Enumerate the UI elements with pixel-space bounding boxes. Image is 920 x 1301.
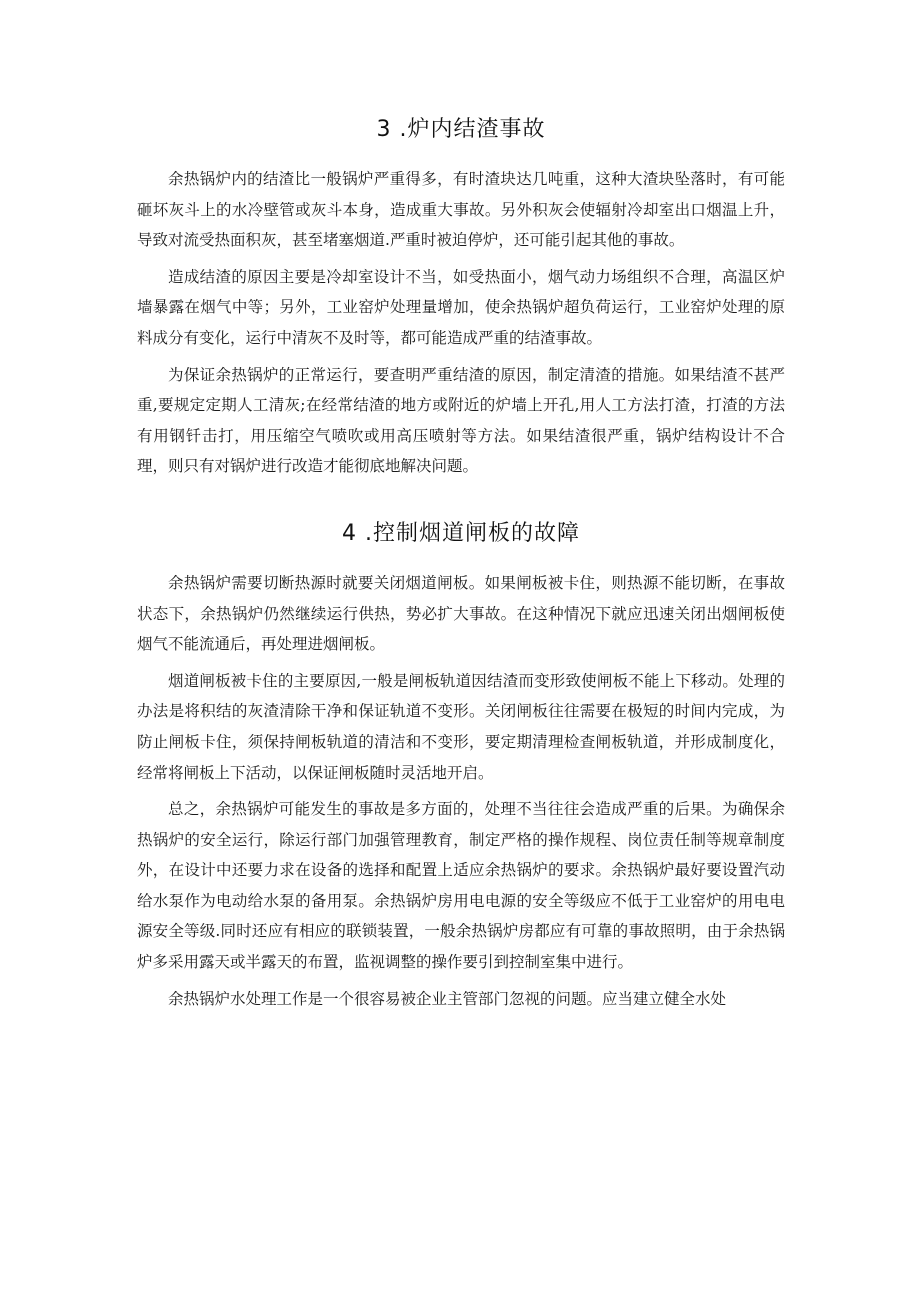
section-4-paragraph-1: 余热锅炉需要切断热源时就要关闭烟道闸板。如果闸板被卡住，则热源不能切断，在事故状态下，余热锅炉仍然继续运行供热，势必扩大事故。在这种情况下就应迅速关闭出烟闸板使烟气不能流通后，再处理进烟闸板。 — [137, 573, 785, 654]
section-3-paragraph-2: 造成结渣的原因主要是冷却室设计不当，如受热面小，烟气动力场组织不合理，高温区炉墙暴露在烟气中等；另外，工业窑炉处理量增加，使余热锅炉超负荷运行，工业窑炉处理的原料成分有变化，运行中清灰不及时等，都可能造成严重的结渣事故。 — [137, 267, 785, 347]
section-3-heading: 3 .炉内结渣事故 — [376, 117, 546, 142]
section-4-paragraph-4: 余热锅炉水处理工作是一个很容易被企业主管部门忽视的问题。应当建立健全水处 — [168, 989, 727, 1008]
section-4-paragraph-2: 烟道闸板被卡住的主要原因,一般是闸板轨道因结渣而变形致使闸板不能上下移动。处理的办法是将积结的灰渣清除干净和保证轨道不变形。关闭闸板往往需要在极短的时间内完成，为防止闸板卡住，须保持闸板轨道的清洁和不变形，要定期清理检查闸板轨道，并形成制度化，经常将闸板上下活动，以保证闸板随时灵活地开启。 — [137, 671, 785, 782]
section-4-paragraph-3: 总之，余热锅炉可能发生的事故是多方面的，处理不当往往会造成严重的后果。为确保余热锅炉的安全运行，除运行部门加强管理教育，制定严格的操作规程、岗位责任制等规章制度外，在设计中还要力求在设备的选择和配置上适应余热锅炉的要求。余热锅炉最好要设置汽动给水泵作为电动给水泵的备用泵。余热锅炉房用电电源的安全等级应不低于工业窑炉的用电电源安全等级.同时还应有相应的联锁装置，一般余热锅炉房都应有可靠的事故照明，由于余热锅炉多采用露天或半露天的布置，监视调整的操作要引到控制室集中进行。 — [137, 800, 785, 972]
section-4-heading: 4 .控制烟道闸板的故障 — [342, 520, 580, 546]
section-3-paragraph-1: 余热锅炉内的结渣比一般锅炉严重得多，有时渣块达几吨重，这种大渣块坠落时，有可能砸坏灰斗上的水冷壁管或灰斗本身，造成重大事故。另外积灰会使辐射冷却室出口烟温上升，导致对流受热面积灰，甚至堵塞烟道.严重时被迫停炉，还可能引起其他的事故。 — [137, 170, 785, 250]
section-3-paragraph-3: 为保证余热锅炉的正常运行，要查明严重结渣的原因，制定清渣的措施。如果结渣不甚严重,要规定定期人工清灰;在经常结渣的地方或附近的炉墙上开孔,用人工方法打渣，打渣的方法有用钢钎击打，用压缩空气喷吹或用高压喷射等方法。如果结渣很严重，锅炉结构设计不合理，则只有对锅炉进行改造才能彻底地解决问题。 — [137, 365, 785, 476]
document-body — [137, 108, 785, 1020]
